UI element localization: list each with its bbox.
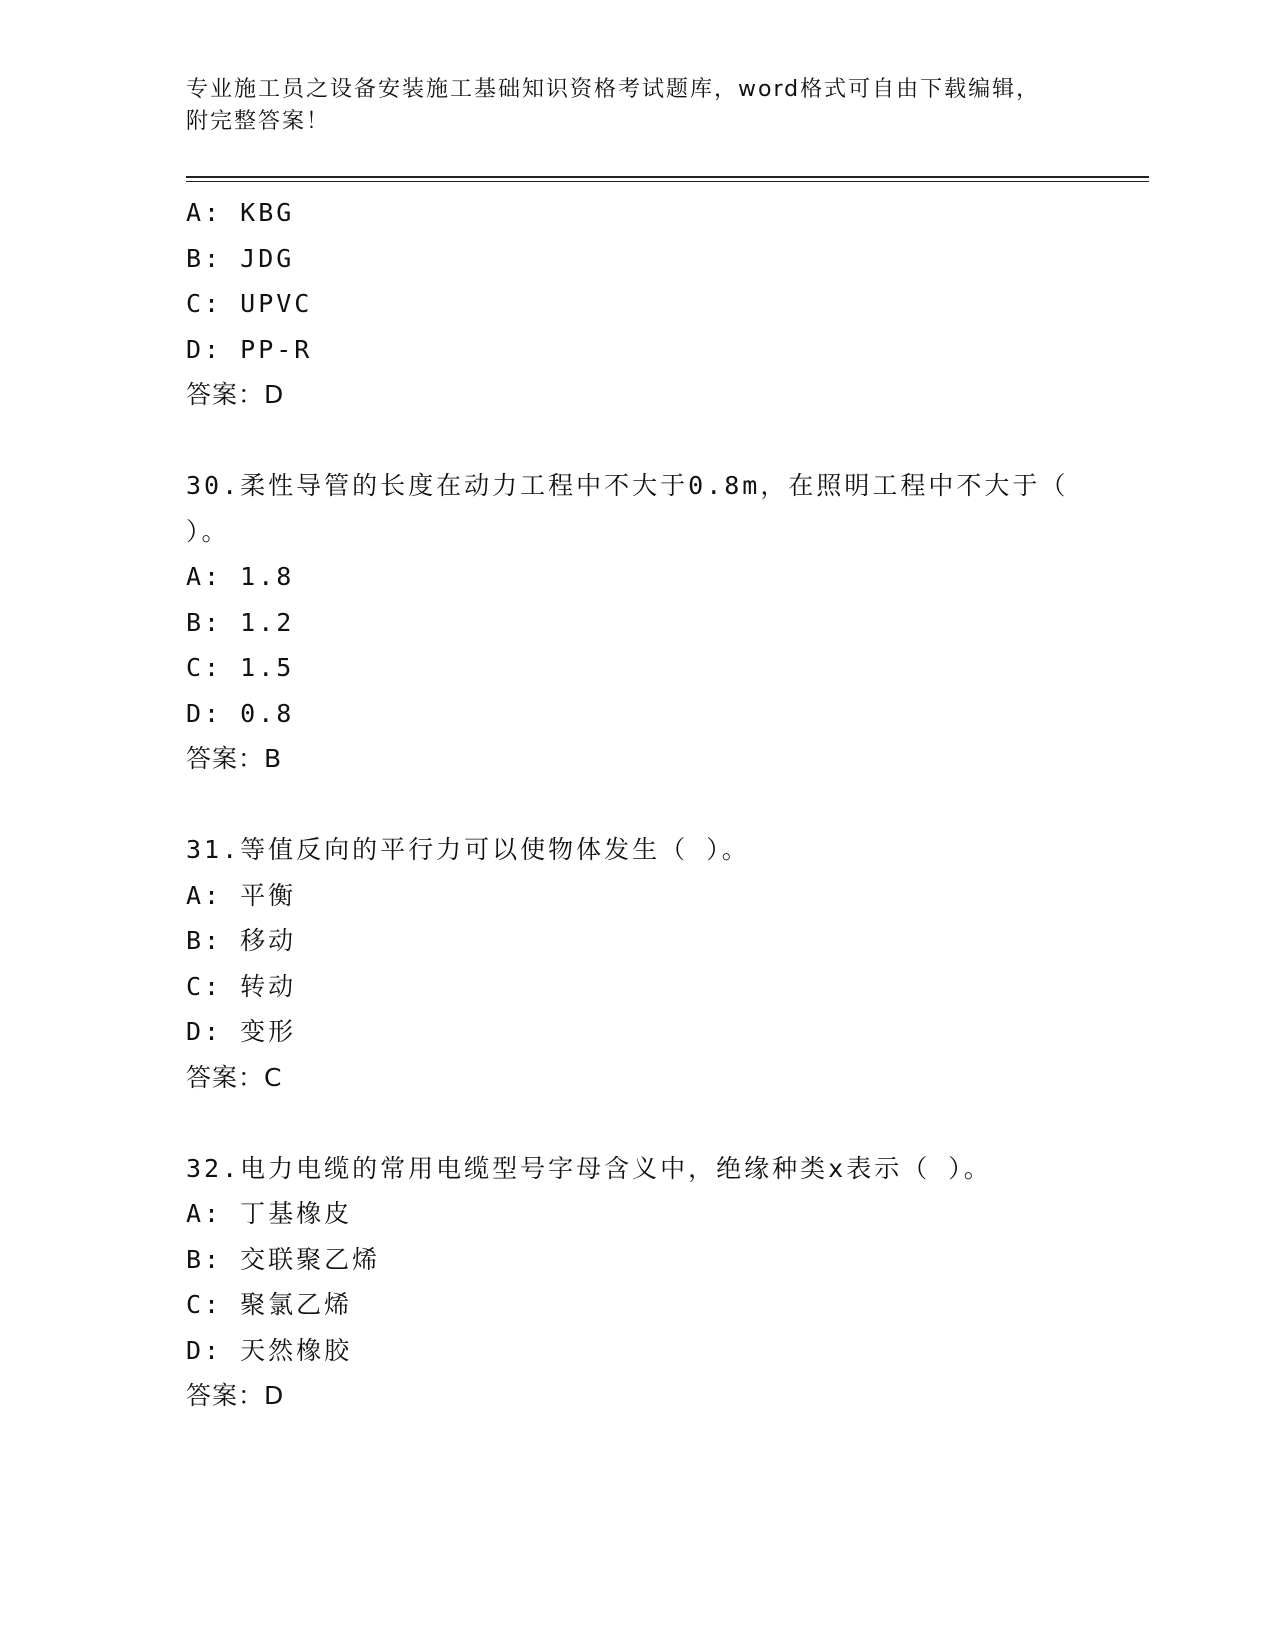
answer-line: 答案：D <box>186 1381 285 1410</box>
question-stem: 30.柔性导管的长度在动力工程中不大于0.8m，在照明工程中不大于（ <box>186 471 1069 500</box>
question-30 <box>186 463 1086 782</box>
spacer <box>186 1100 1086 1146</box>
option-d: D: 天然橡胶 <box>186 1335 353 1365</box>
option-d: D: 0.8 <box>186 698 295 728</box>
question-list <box>186 190 1086 1419</box>
question-stem: 32.电力电缆的常用电缆型号字母含义中，绝缘种类x表示（ ）。 <box>186 1153 992 1183</box>
option-c: C: 1.5 <box>186 653 295 682</box>
question-31 <box>186 827 1086 1100</box>
answer-line: 答案：C <box>186 1062 283 1092</box>
option-a: A: 丁基橡皮 <box>186 1199 353 1228</box>
spacer <box>186 418 1086 464</box>
answer-line: 答案：D <box>186 380 285 409</box>
option-c: C: UPVC <box>186 289 313 318</box>
question-stem: 31.等值反向的平行力可以使物体发生（ ）。 <box>186 835 750 864</box>
option-b: B: JDG <box>186 243 295 273</box>
option-c: C: 聚氯乙烯 <box>186 1290 353 1319</box>
header-divider-thin <box>186 181 1149 182</box>
option-c: C: 转动 <box>186 971 297 1001</box>
spacer <box>186 782 1086 828</box>
option-d: D: 变形 <box>186 1017 297 1046</box>
option-b: B: 移动 <box>186 926 297 955</box>
document-header <box>186 74 1086 138</box>
option-a: A: 平衡 <box>186 880 297 910</box>
question-stem-continued: ）。 <box>186 516 230 546</box>
question-32 <box>186 1146 1086 1419</box>
header-divider <box>186 176 1149 178</box>
option-a: A: 1.8 <box>186 562 295 591</box>
header-line-1: 专业施工员之设备安装施工基础知识资格考试题库，word格式可自由下载编辑， <box>186 77 1041 102</box>
header-line-2: 附完整答案！ <box>186 109 331 134</box>
option-a: A: KBG <box>186 198 295 227</box>
question-fragment <box>186 190 1086 418</box>
option-b: B: 交联聚乙烯 <box>186 1244 381 1274</box>
answer-line: 答案：B <box>186 744 283 773</box>
option-d: D: PP-R <box>186 334 313 364</box>
option-b: B: 1.2 <box>186 607 295 637</box>
